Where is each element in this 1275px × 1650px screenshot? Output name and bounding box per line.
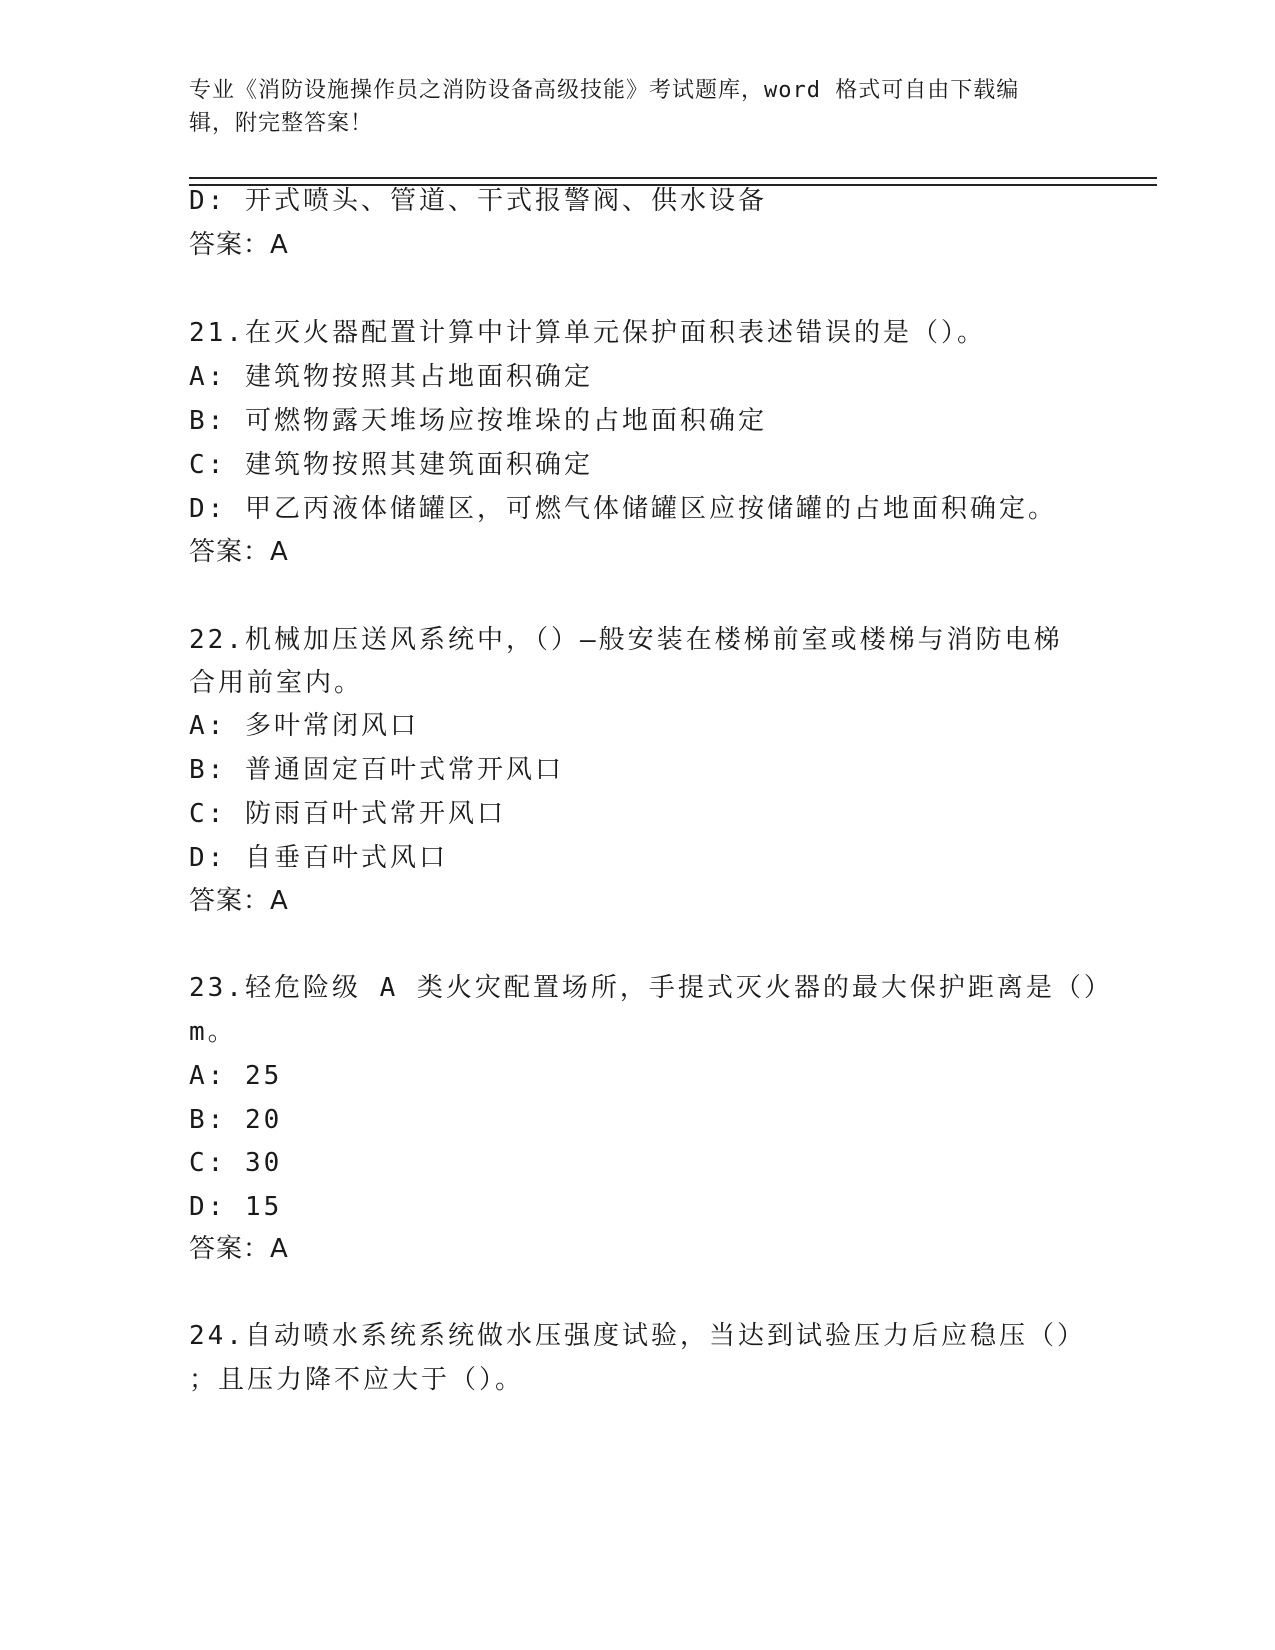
q21-option-d: D: 甲乙丙液体储罐区，可燃气体储罐区应按储罐的占地面积确定。	[189, 494, 1057, 524]
document-header: 专业《消防设施操作员之消防设备高级技能》考试题库，word 格式可自由下载编 辑，附完整答案！	[189, 78, 1020, 136]
prev-answer: 答案：A	[189, 230, 289, 260]
q21-option-c: C: 建筑物按照其建筑面积确定	[189, 450, 593, 480]
q24-stem-line2: ；且压力降不应大于（）。	[189, 1365, 525, 1395]
prev-option-d: D: 开式喷头、管道、干式报警阀、供水设备	[189, 186, 767, 216]
q23-option-c: C: 30	[189, 1148, 283, 1178]
q21-option-b: B: 可燃物露天堆场应按堆垛的占地面积确定	[189, 406, 767, 436]
q22-stem-line2: 合用前室内。	[189, 668, 364, 698]
q21-stem: 21.在灭火器配置计算中计算单元保护面积表述错误的是（）。	[189, 318, 986, 348]
q22-option-a: A: 多叶常闭风口	[189, 711, 419, 741]
q22-answer: 答案：A	[189, 886, 289, 916]
q22-stem-line1: 22.机械加压送风系统中，（）—般安装在楼梯前室或楼梯与消防电梯	[189, 625, 1063, 655]
q23-option-d: D: 15	[189, 1192, 283, 1222]
q23-option-a: A: 25	[189, 1061, 283, 1091]
q21-option-a: A: 建筑物按照其占地面积确定	[189, 362, 593, 392]
q22-option-c: C: 防雨百叶式常开风口	[189, 799, 506, 829]
q22-option-b: B: 普通固定百叶式常开风口	[189, 755, 564, 785]
q23-option-b: B: 20	[189, 1105, 283, 1135]
q23-answer: 答案：A	[189, 1234, 289, 1264]
header-divider-top	[189, 177, 1157, 179]
q24-stem-line1: 24.自动喷水系统系统做水压强度试验，当达到试验压力后应稳压（）	[189, 1321, 1086, 1351]
q21-answer: 答案：A	[189, 537, 289, 567]
q22-option-d: D: 自垂百叶式风口	[189, 843, 448, 873]
q23-stem-line1: 23.轻危险级 A 类火灾配置场所，手提式灭火器的最大保护距离是（）	[189, 973, 1113, 1003]
q23-stem-line2: m。	[189, 1017, 237, 1047]
